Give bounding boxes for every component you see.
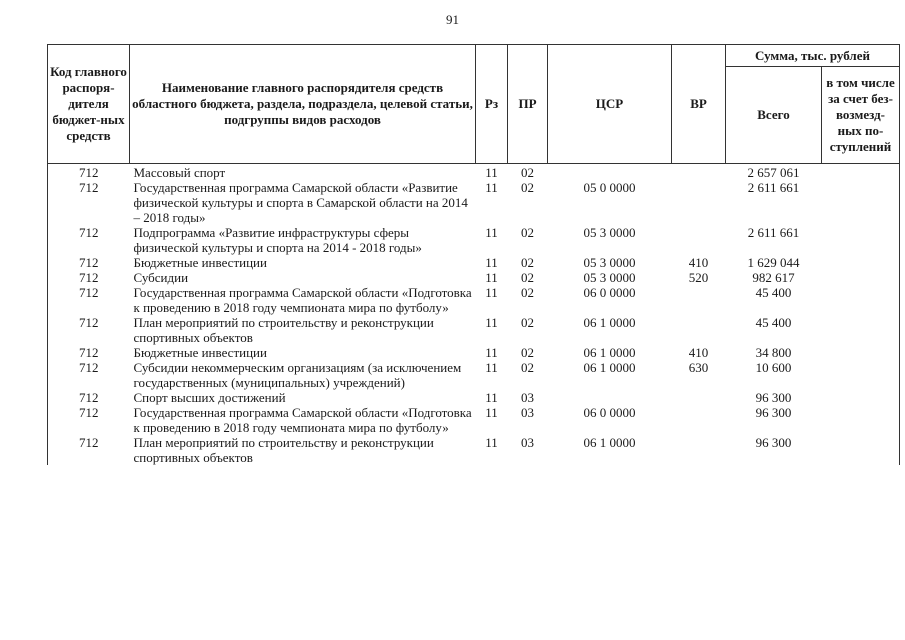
cell-pr: 02 xyxy=(521,225,534,240)
cell-code: 712 xyxy=(48,225,130,255)
cell-rz: 11 xyxy=(485,165,498,180)
cell-total: 2 611 661 xyxy=(747,180,800,195)
cell-vr xyxy=(672,164,726,181)
cell-csr: 06 1 0000 xyxy=(583,345,636,360)
cell-code: 712 xyxy=(48,345,130,360)
cell-csr: 06 0 0000 xyxy=(583,405,636,420)
table-row xyxy=(48,405,900,435)
cell-code: 712 xyxy=(48,390,130,405)
cell-free-receipts xyxy=(822,270,900,285)
header-total: Всего xyxy=(726,67,822,164)
cell-name: Массовый спорт xyxy=(133,165,226,180)
cell-name: Подпрограмма «Развитие инфраструктуры сферы физической культуры и спорта на 2014 - 2018 годы» xyxy=(133,225,422,255)
cell-total: 2 657 061 xyxy=(747,165,800,180)
header-code: Код главного распоря-дителя бюджет-ных средств xyxy=(48,45,130,164)
page-number: 91 xyxy=(446,12,459,27)
cell-name: План мероприятий по строительству и реконструкции спортивных объектов xyxy=(133,435,434,465)
cell-vr xyxy=(672,405,726,435)
cell-name: План мероприятий по строительству и реконструкции спортивных объектов xyxy=(133,315,434,345)
cell-code: 712 xyxy=(48,255,130,270)
cell-free-receipts xyxy=(822,390,900,405)
cell-rz: 11 xyxy=(485,315,498,330)
cell-vr xyxy=(672,285,726,315)
cell-total: 34 800 xyxy=(755,345,792,360)
cell-csr: 05 3 0000 xyxy=(583,255,636,270)
cell-vr: 520 xyxy=(688,270,709,285)
table-row xyxy=(48,390,900,405)
cell-total: 96 300 xyxy=(755,405,792,420)
cell-free-receipts xyxy=(822,360,900,390)
cell-rz: 11 xyxy=(485,360,498,375)
cell-rz: 11 xyxy=(485,285,498,300)
cell-free-receipts xyxy=(822,345,900,360)
cell-pr: 02 xyxy=(521,360,534,375)
cell-total: 1 629 044 xyxy=(747,255,800,270)
cell-csr: 05 3 0000 xyxy=(583,225,636,240)
cell-free-receipts xyxy=(822,255,900,270)
cell-vr xyxy=(672,390,726,405)
table-row xyxy=(48,270,900,285)
header-rz: Рз xyxy=(476,45,508,164)
cell-code: 712 xyxy=(48,270,130,285)
cell-pr: 02 xyxy=(521,255,534,270)
cell-pr: 02 xyxy=(521,315,534,330)
cell-rz: 11 xyxy=(485,255,498,270)
cell-vr: 410 xyxy=(688,345,709,360)
cell-free-receipts xyxy=(822,225,900,255)
cell-name: Субсидии некоммерческим организациям (за исключением государственных (муниципальных) учреждений) xyxy=(133,360,462,390)
header-free-receipts: в том числе за счет без-возмезд-ных по-ступлений xyxy=(822,67,900,164)
table-row xyxy=(48,360,900,390)
cell-name: Субсидии xyxy=(133,270,189,285)
cell-total: 45 400 xyxy=(755,315,792,330)
cell-name: Бюджетные инвестиции xyxy=(133,345,267,360)
cell-pr: 02 xyxy=(521,285,534,300)
cell-code: 712 xyxy=(48,315,130,345)
table-row xyxy=(48,285,900,315)
header-name: Наименование главного распорядителя средств областного бюджета, раздела, подраздела, целевой статьи, подгруппы видов расходов xyxy=(130,45,476,164)
cell-csr: 06 1 0000 xyxy=(583,360,636,375)
cell-pr: 03 xyxy=(521,390,534,405)
cell-rz: 11 xyxy=(485,225,498,240)
cell-code: 712 xyxy=(48,435,130,465)
header-vr: ВР xyxy=(672,45,726,164)
cell-name: Бюджетные инвестиции xyxy=(133,255,267,270)
table-row xyxy=(48,225,900,255)
cell-csr: 06 1 0000 xyxy=(583,315,636,330)
cell-rz: 11 xyxy=(485,345,498,360)
table-row xyxy=(48,435,900,465)
cell-free-receipts xyxy=(822,180,900,225)
cell-csr xyxy=(548,390,672,405)
cell-free-receipts xyxy=(822,405,900,435)
cell-csr: 06 0 0000 xyxy=(583,285,636,300)
cell-csr: 05 3 0000 xyxy=(583,270,636,285)
cell-vr xyxy=(672,225,726,255)
cell-name: Государственная программа Самарской области «Подготовка к проведению в 2018 году чемпионата мира по футболу» xyxy=(133,405,472,435)
table-row xyxy=(48,164,900,181)
cell-total: 96 300 xyxy=(755,435,792,450)
cell-vr xyxy=(672,315,726,345)
cell-code: 712 xyxy=(48,360,130,390)
cell-rz: 11 xyxy=(485,180,498,195)
header-pr: ПР xyxy=(508,45,548,164)
cell-free-receipts xyxy=(822,435,900,465)
cell-free-receipts xyxy=(822,315,900,345)
cell-vr: 630 xyxy=(688,360,709,375)
cell-free-receipts xyxy=(822,164,900,181)
cell-total: 982 617 xyxy=(752,270,795,285)
cell-csr: 05 0 0000 xyxy=(583,180,636,195)
cell-pr: 02 xyxy=(521,165,534,180)
cell-name: Спорт высших достижений xyxy=(133,390,286,405)
cell-free-receipts xyxy=(822,285,900,315)
cell-code: 712 xyxy=(48,164,130,181)
cell-total: 96 300 xyxy=(755,390,792,405)
cell-pr: 02 xyxy=(521,180,534,195)
cell-total: 45 400 xyxy=(755,285,792,300)
table-row xyxy=(48,345,900,360)
cell-pr: 02 xyxy=(521,270,534,285)
cell-code: 712 xyxy=(48,180,130,225)
cell-csr xyxy=(548,164,672,181)
table-body xyxy=(48,164,900,466)
cell-rz: 11 xyxy=(485,390,498,405)
table-row xyxy=(48,255,900,270)
cell-vr xyxy=(672,180,726,225)
cell-rz: 11 xyxy=(485,405,498,420)
cell-pr: 03 xyxy=(521,435,534,450)
cell-pr: 03 xyxy=(521,405,534,420)
header-csr: ЦСР xyxy=(548,45,672,164)
cell-name: Государственная программа Самарской области «Развитие физической культуры и спорта в Самарской области на 2014 – 2018 годы» xyxy=(133,180,468,225)
cell-code: 712 xyxy=(48,285,130,315)
cell-csr: 06 1 0000 xyxy=(583,435,636,450)
table-row xyxy=(48,315,900,345)
table-row xyxy=(48,180,900,225)
header-sum-group: Сумма, тыс. рублей xyxy=(726,45,900,67)
cell-total: 2 611 661 xyxy=(747,225,800,240)
cell-rz: 11 xyxy=(485,270,498,285)
cell-vr: 410 xyxy=(688,255,709,270)
cell-code: 712 xyxy=(48,405,130,435)
cell-vr xyxy=(672,435,726,465)
cell-total: 10 600 xyxy=(755,360,792,375)
cell-rz: 11 xyxy=(485,435,498,450)
cell-name: Государственная программа Самарской области «Подготовка к проведению в 2018 году чемпионата мира по футболу» xyxy=(133,285,472,315)
cell-pr: 02 xyxy=(521,345,534,360)
budget-table xyxy=(47,44,900,465)
